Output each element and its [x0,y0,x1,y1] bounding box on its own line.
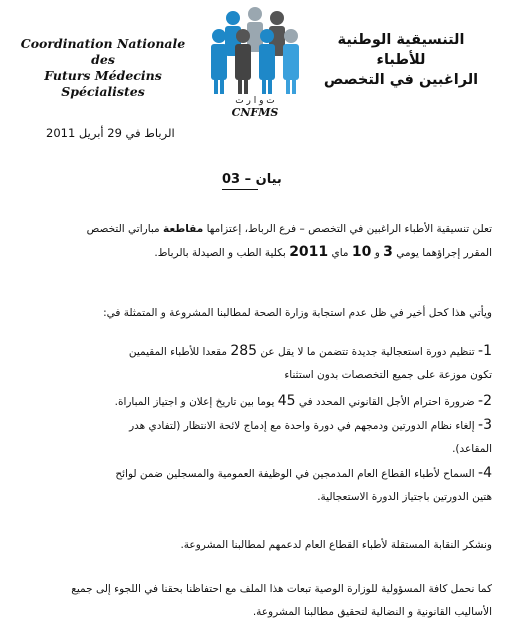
intro-text-d: بكلية الطب و الصيدلة بالرباط. [154,247,286,259]
demand-number: 4- [478,465,492,481]
demand-text-b: مقعدا للأطباء المقيمين [128,346,227,358]
exam-day-1: 3 [383,244,393,260]
demand-item-2 [16,390,492,414]
demand-text: إلغاء نظام الدورتين ودمجهم في دورة واحدة مع إدماج لائحة الانتظار (لتفادي هدر [129,420,475,432]
demand-text: تنظيم دورة استعجالية جديدة تتضمن ما لا يقل عن [260,346,475,358]
boycott-word: مقاطعة [163,223,204,235]
demand-number: 3- [478,417,492,433]
demand-text: السماح لأطباء القطاع العام المدمجين في الوظيفة العمومية والمسجلين ضمن لوائح [115,468,475,480]
closing-line2: الأساليب القانونية و النضالية لتحقيق مطالبنا المشروعة. [252,606,492,618]
logo-acronym: CNFMS [231,106,279,118]
demand-item-1 [16,340,492,387]
seats-count: 285 [230,343,258,359]
statement-title: بيان – 03 [222,172,282,187]
exam-year: 2011 [289,244,329,260]
french-organization-name [18,36,188,100]
doctors-figures-icon [211,7,299,94]
closing-line1: كما نحمل كافة المسؤولية للوزارة الوصية تبعات هذا الملف مع احتفاظنا بحقنا في اللجوء إلى جميع [71,583,492,595]
arabic-name-line2: الراغبين في التخصص [323,72,479,88]
intro-conj: و [374,247,380,259]
demand-text: ضرورة احترام الأجل القانوني المحدد في [298,396,475,408]
demand-text-line2: المقاعد). [452,443,492,455]
demand-number: 1- [478,343,492,359]
exam-day-2: 10 [351,244,372,260]
demand-text-b: يوما بين تاريخ إعلان و اجتياز المباراة. [114,396,275,408]
demand-text-line2: تكون موزعة على جميع التخصصات بدون استثناء [284,369,492,381]
title-underline [222,189,258,190]
document-date: الرباط في 29 أبريل 2011 [46,126,175,140]
logo-arabic-text: ت و ا ر ت [235,96,275,106]
french-name-line1: Coordination Nationale des [20,36,186,67]
intro-line1 [16,218,492,241]
intro-line2 [16,241,492,265]
demand-number: 2- [478,393,492,409]
arabic-name-line1: التنسيقية الوطنية للأطباء [337,32,465,68]
intro-paragraph [16,218,492,265]
demand-item-4 [16,462,492,509]
days-count: 45 [277,393,296,409]
french-name-line2: Futurs Médecins Spécialistes [44,68,162,99]
intro-text-c: المقرر إجراؤهما يومي [396,247,492,259]
intro-text-a: تعلن تنسيقية الأطباء الراغبين في التخصص – فرع الرباط، إعتزامها [206,223,492,235]
context-paragraph: ويأتي هذا كحل أخير في ظل عدم استجابة وزارة الصحة لمطالبنا المشروعة و المتمثلة في: [103,307,492,319]
thanks-paragraph: ونشكر النقابة المستقلة لأطباء القطاع العام لدعمهم لمطالبنا المشروعة. [180,539,492,551]
arabic-organization-name [316,30,486,90]
demand-item-3 [16,414,492,461]
organization-logo [205,6,305,118]
demand-text-line2: هتين الدورتين باجتياز الدورة الاستعجالية. [317,491,492,503]
closing-paragraph [16,578,492,624]
intro-month: ماي [331,247,349,259]
intro-text-b: مباراتي التخصص [86,223,160,235]
